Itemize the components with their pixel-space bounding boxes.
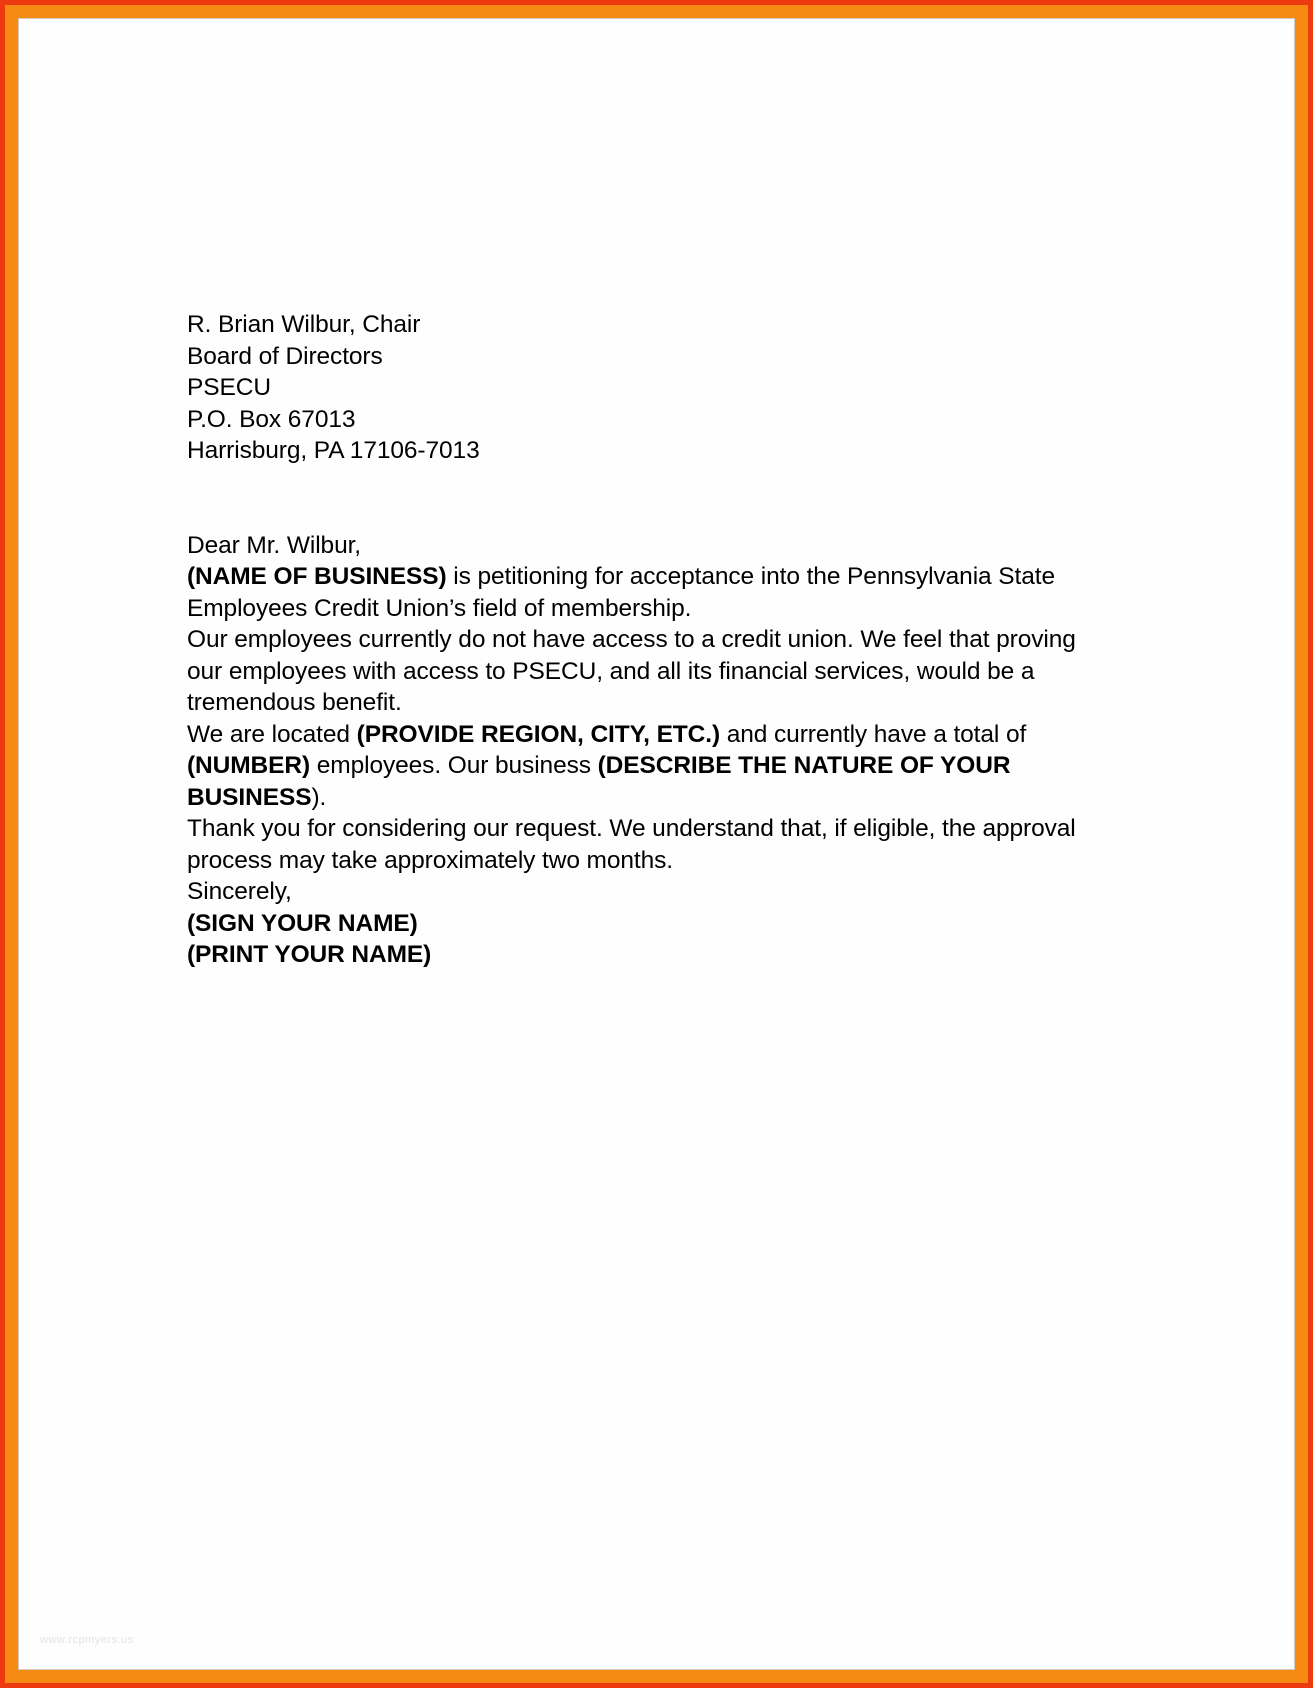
watermark: www.rcpmyers.us xyxy=(40,1634,134,1646)
letter-body xyxy=(187,309,1127,971)
placeholder-business-name: (NAME OF BUSINESS) xyxy=(187,563,447,590)
paragraph-location-line-1 xyxy=(187,719,1127,751)
placeholder-signature: (SIGN YOUR NAME) xyxy=(187,909,418,937)
recipient-city: Harrisburg, PA 17106-7013 xyxy=(187,437,480,464)
paragraph-location-text-d: ). xyxy=(311,783,327,811)
recipient-address-block xyxy=(187,309,1127,467)
paragraph-location xyxy=(187,719,1127,814)
paragraph-petition-line-1 xyxy=(187,561,1127,593)
placeholder-region: (PROVIDE REGION, CITY, ETC.) xyxy=(356,720,721,748)
paragraph-thanks-line-2: process may take approximately two months. xyxy=(187,846,674,874)
paragraph-petition-line-2: Employees Credit Union’s field of membership. xyxy=(187,594,692,622)
salutation: Dear Mr. Wilbur, xyxy=(187,531,362,559)
closing: Sincerely, xyxy=(187,878,292,905)
paragraph-location-line-2 xyxy=(187,750,1127,813)
recipient-organization: PSECU xyxy=(187,374,271,401)
paragraph-thanks xyxy=(187,813,1127,876)
recipient-po-box: P.O. Box 67013 xyxy=(187,405,356,433)
placeholder-printed-name: (PRINT YOUR NAME) xyxy=(187,941,432,968)
recipient-name: R. Brian Wilbur, Chair xyxy=(187,311,421,338)
paragraph-location-text-a: We are located xyxy=(187,720,357,748)
paragraph-benefit-line-3: tremendous benefit. xyxy=(187,689,402,716)
paragraph-petition xyxy=(187,561,1127,624)
recipient-title: Board of Directors xyxy=(187,342,383,370)
paragraph-location-text-b: and currently have a total of xyxy=(720,720,1027,748)
paragraph-thanks-line-1: Thank you for considering our request. We understand that, if eligible, the approval xyxy=(187,815,1076,842)
placeholder-business-nature: (DESCRIBE THE NATURE OF YOUR BUSINESS xyxy=(187,752,1011,811)
paragraph-benefit xyxy=(187,624,1127,719)
paragraph-location-text-c: employees. Our business xyxy=(310,752,598,779)
paragraph-petition-text-a: is petitioning for acceptance into the Pennsylvania State xyxy=(446,563,1055,590)
placeholder-number: (NUMBER) xyxy=(187,752,311,779)
paragraph-benefit-line-1: Our employees currently do not have access to a credit union. We feel that proving xyxy=(187,626,1076,653)
paragraph-benefit-line-2: our employees with access to PSECU, and all its financial services, would be a xyxy=(187,657,1035,685)
